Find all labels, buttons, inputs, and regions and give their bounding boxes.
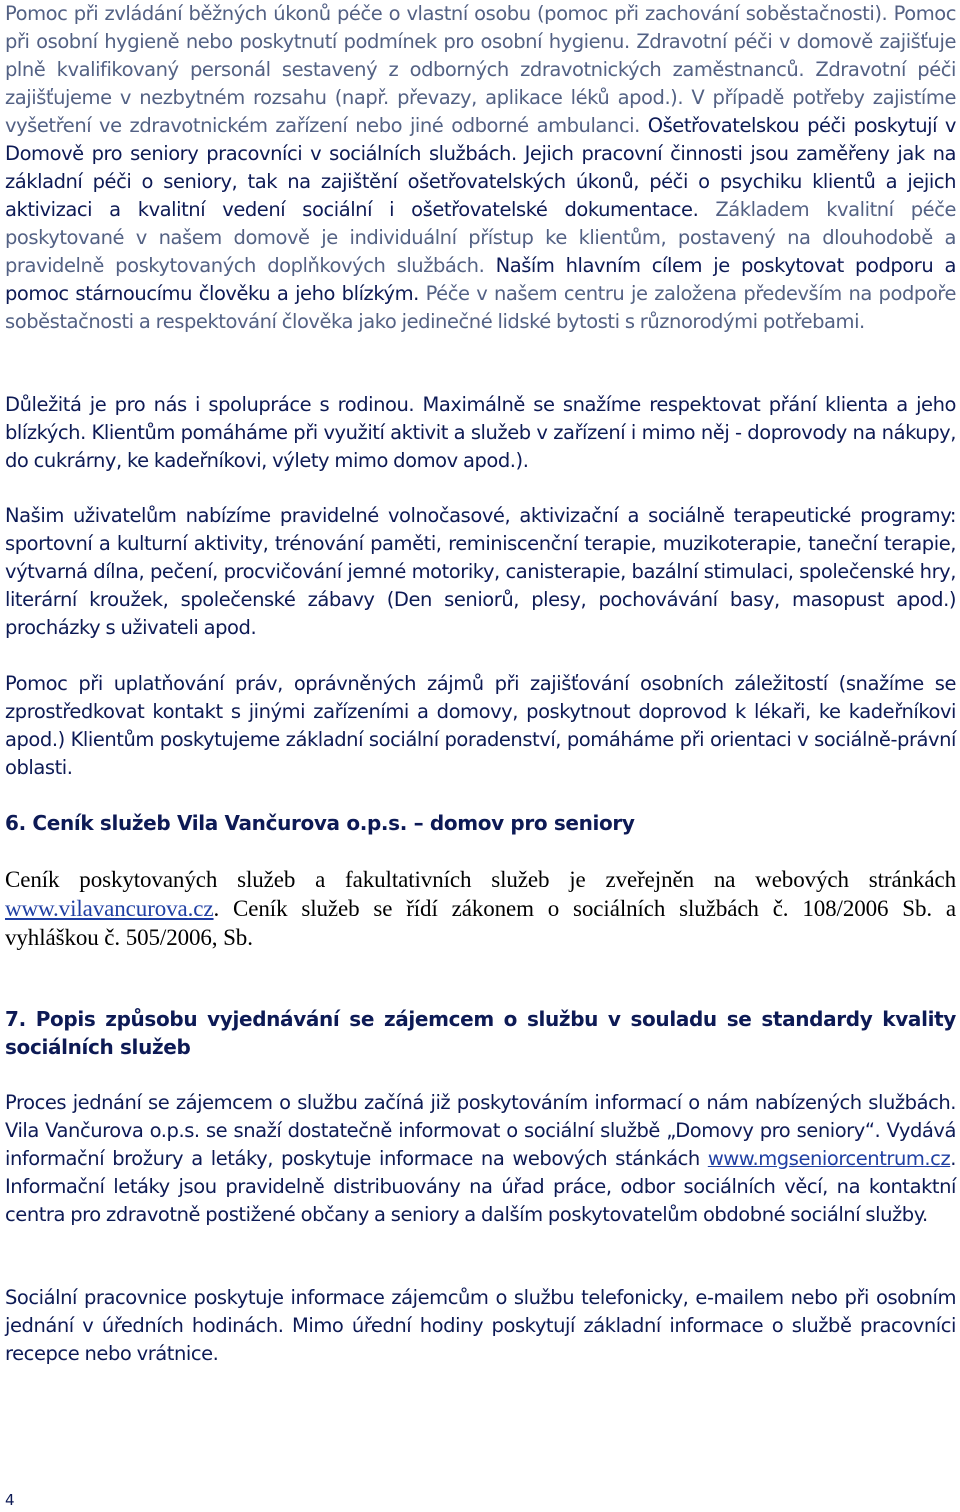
section-6-heading: 6. Ceník služeb Vila Vančurova o.p.s. – domov pro seniory [5, 811, 635, 835]
negotiation-text-before: Proces jednání se zájemcem o službu začíná již poskytováním informací o nám nabízených službách. Vila Vančurova o.p.s. se snaží dostatečně informovat o sociální službě „Domovy pro seniory“. Vydává informační brožury a letáky, poskytuje informace na webových stánkách [5, 1091, 956, 1170]
leisure-programs-paragraph: Našim uživatelům nabízíme pravidelné volnočasové, aktivizační a sociálně terapeutické programy: sportovní a kulturní aktivity, trénování paměti, reminiscenční terapie, muzikoterapie, taneční terapie, výtvarná dílna, pečení, procvičování jemné motoriky, canisterapie, bazální stimulaci, společenské hry, literární kroužek, společenské zábavy (Den seniorů, plesy, pochovávání basy, masopust apod.) procházky s uživateli apod. [5, 504, 956, 639]
rights-assistance-paragraph: Pomoc při uplatňování práv, oprávněných zájmů při zajišťování osobních záležitostí (snažíme se zprostředkovat kontakt s jinými zařízeními a domovy, poskytnout doprovod k lékaři, ke kadeřníkovi apod.) Klientům poskytujeme základní sociální poradenství, pomáháme při orientaci v sociálně-právní oblasti. [5, 672, 956, 779]
pricing-text-before: Ceník poskytovaných služeb a fakultativních služeb je zveřejněn na webových stránkách [5, 867, 956, 892]
self-sufficiency-text: Péče v našem centru je založena především na podpoře soběstačnosti a respektování člověka jako jedinečné lidské bytosti s různorodými potřebami. [5, 282, 956, 333]
page-number: 4 [5, 1491, 15, 1509]
individual-approach-text: Základem kvalitní péče poskytované v našem domově je individuální přístup ke klientům, postavený na dlouhodobě a pravidelně poskytovaných doplňkových službách. [5, 198, 957, 277]
care-intro-text: Pomoc při zvládání běžných úkonů péče o vlastní osobu (pomoc při zachování soběstačnosti). Pomoc při osobní hygieně nebo poskytnutí podmínek pro osobní hygienu. Zdravotní péči v domově zajišťuje plně kvalifikovaný personál sestavený z odborných zdravotnických zaměstnanců. Zdravotní péči zajišťujeme v nezbytném rozsahu (např. převazy, aplikace léků apod.). V případě potřeby zajistíme vyšetření ve zdravotnickém zařízení nebo jiné odborné ambulanci. [5, 2, 956, 137]
pricing-text-after: . Ceník služeb se řídí zákonem o sociálních službách č. 108/2006 Sb. a vyhláškou č. 505/2006, Sb. [5, 896, 956, 950]
negotiation-process-paragraph [5, 1089, 956, 1229]
social-worker-paragraph: Sociální pracovnice poskytuje informace zájemcům o službu telefonicky, e-mailem nebo při osobním jednání v úředních hodinách. Mimo úřední hodiny poskytují základní informace o službě pracovníci recepce nebo vrátnice. [5, 1286, 956, 1365]
care-intro-paragraph [5, 0, 956, 336]
vilavancurova-link[interactable]: www.vilavancurova.cz [5, 896, 214, 921]
family-cooperation-paragraph: Důležitá je pro nás i spolupráce s rodinou. Maximálně se snažíme respektovat přání klienta a jeho blízkých. Klientům pomáháme při využití aktivit a služeb v zařízení i mimo něj - doprovody na nákupy, do cukrárny, ke kadeřníkovi, výlety mimo domov apod.). [5, 393, 956, 472]
nursing-care-text: Ošetřovatelskou péči poskytují v Domově pro seniory pracovníci v sociálních službách. Jejich pracovní činnosti jsou zaměřeny jak na základní péči o seniory, tak na zajištění ošetřovatelských úkonů, péči o psychiku klientů a jejich aktivizaci a kvalitní vedení sociální i ošetřovatelské dokumentace. [5, 114, 956, 221]
pricing-paragraph [5, 865, 956, 952]
section-7-heading: 7. Popis způsobu vyjednávání se zájemcem o službu v souladu se standardy kvality sociálních služeb [5, 1007, 956, 1059]
negotiation-text-after: . Informační letáky jsou pravidelně distribuovány na úřad práce, odbor sociálních věcí, na kontaktní centra pro zdravotně postižené občany a seniory a dalším poskytovatelům obdobné sociální služby. [5, 1147, 956, 1226]
mgseniorcentrum-link[interactable]: www.mgseniorcentrum.cz [707, 1147, 951, 1170]
main-goal-text: Naším hlavním cílem je poskytovat podporu a pomoc stárnoucímu člověku a jeho blízkým. [5, 254, 956, 305]
